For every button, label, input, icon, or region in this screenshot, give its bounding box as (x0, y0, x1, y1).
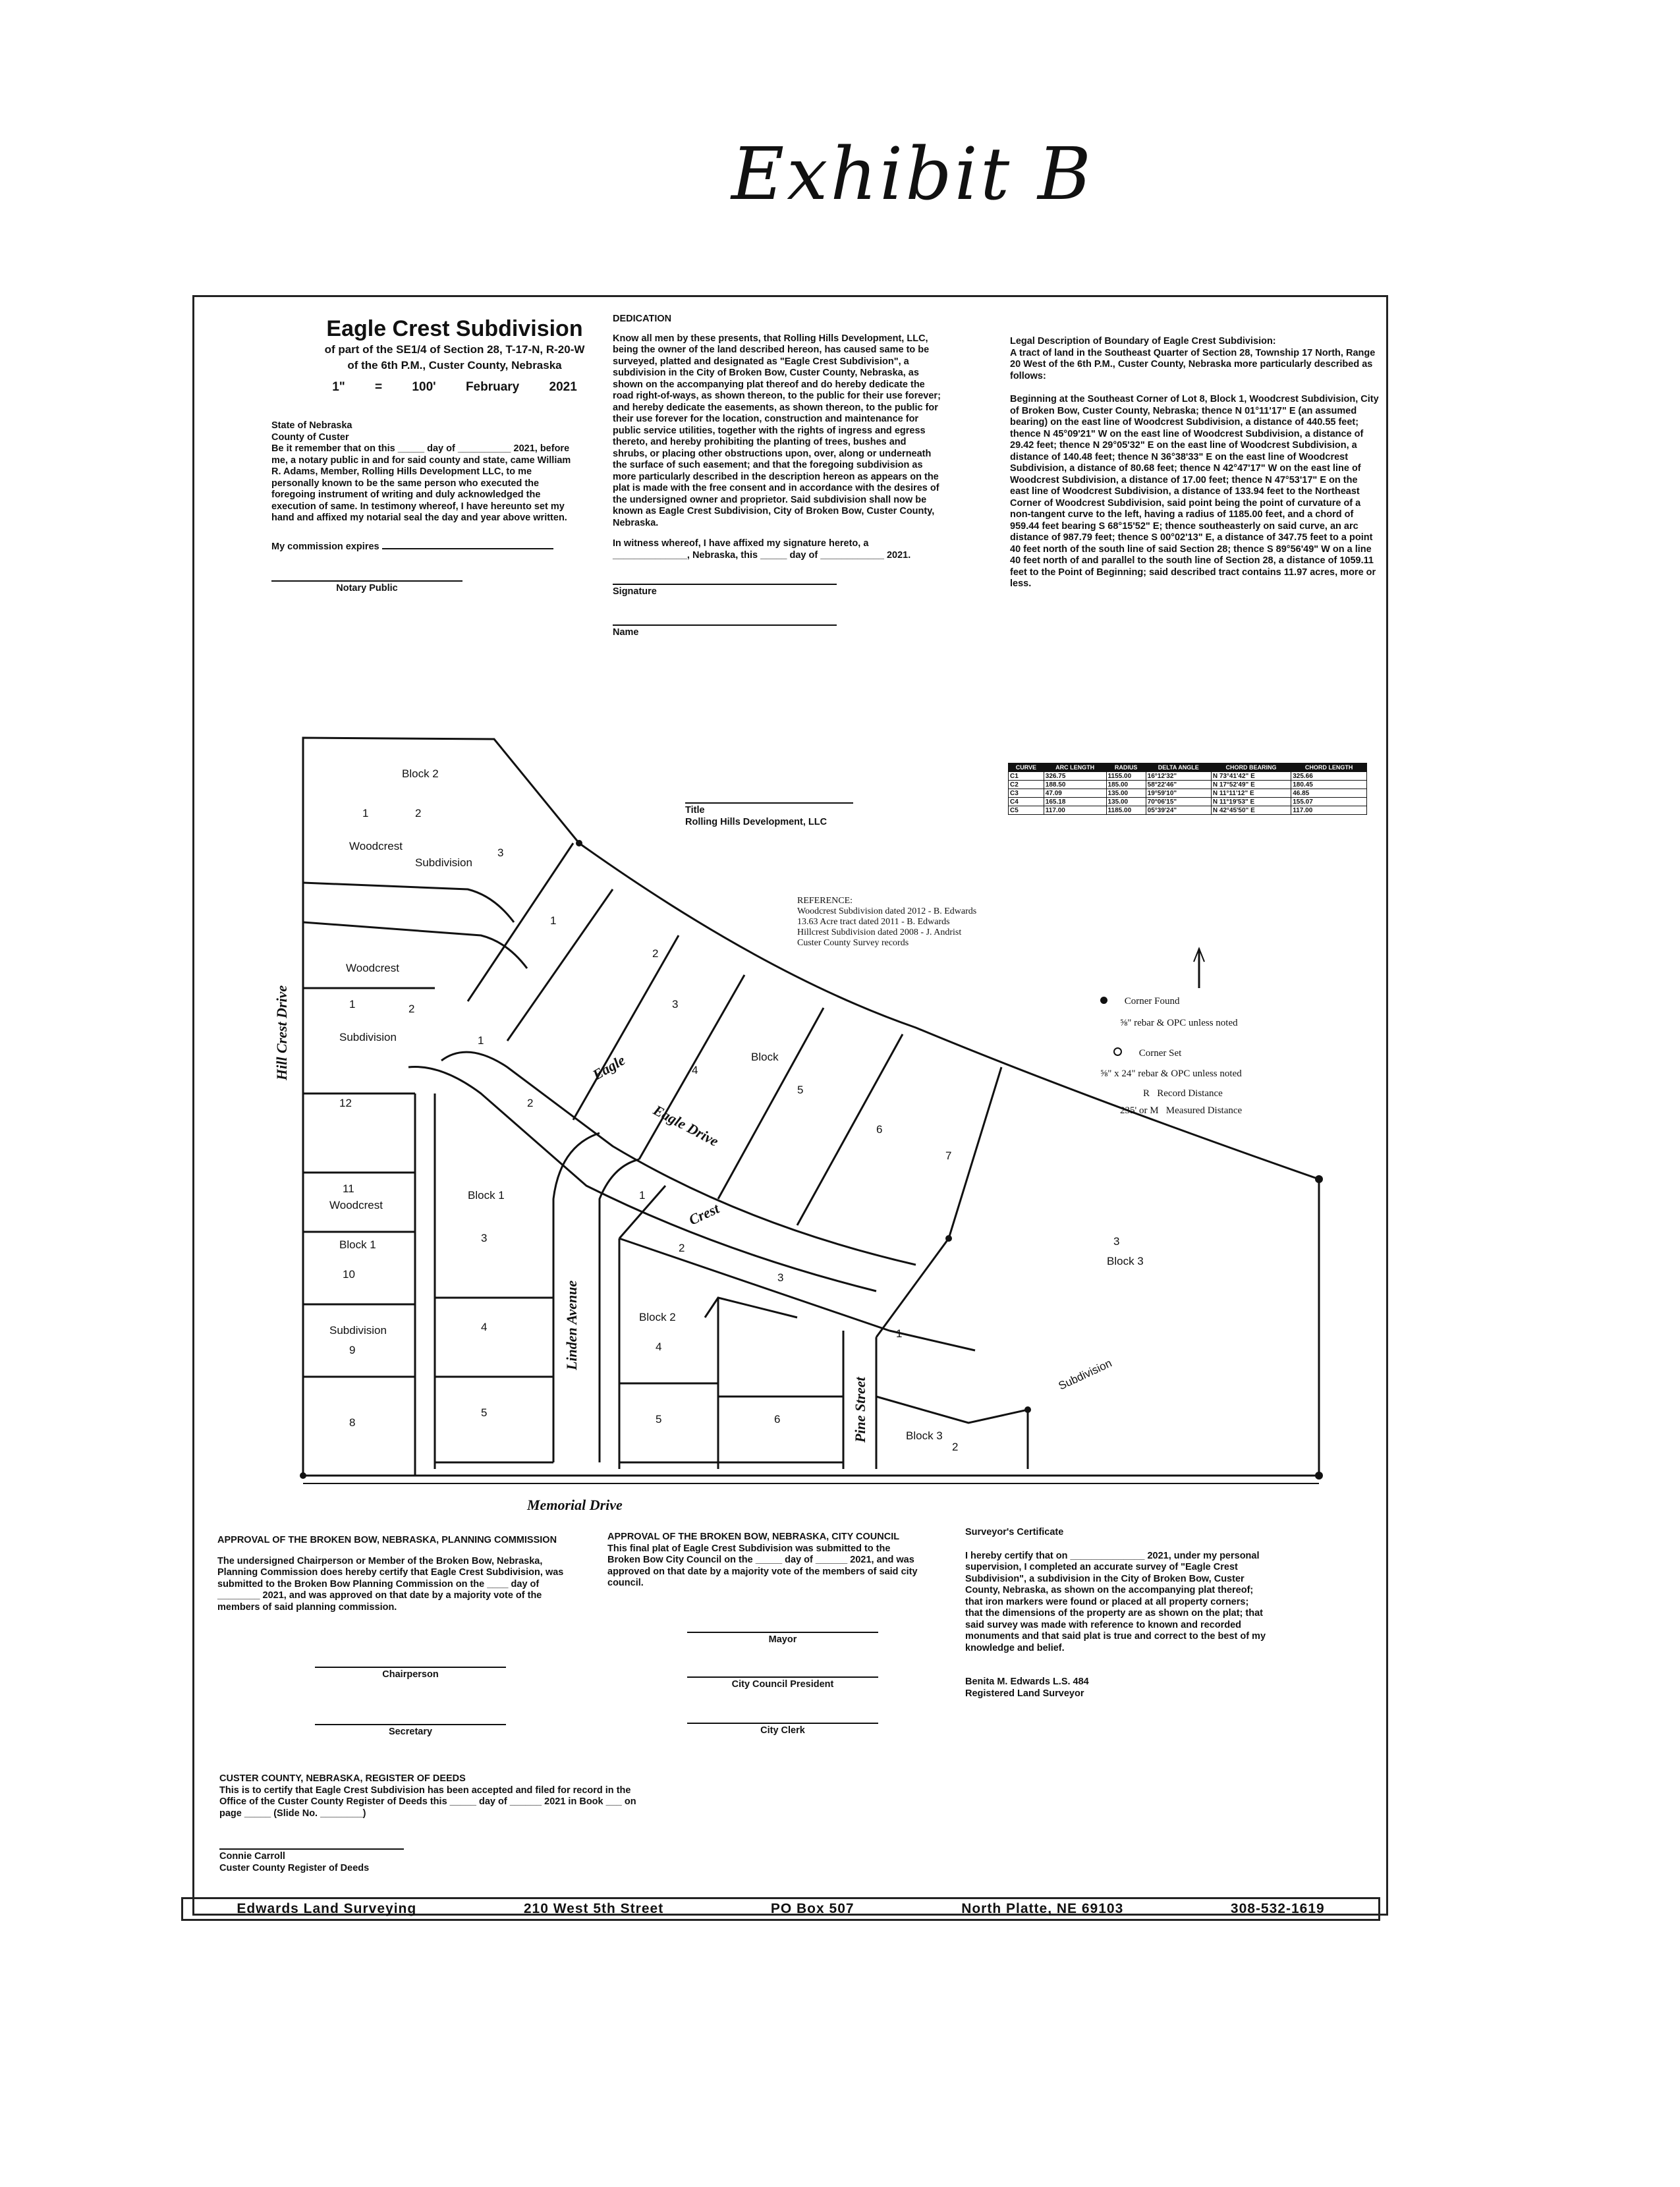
curve-table-cell: N 11°11'12" E (1211, 789, 1291, 798)
corner-marker (576, 840, 582, 846)
notary-body: Be it remember that on this _____ day of __________ 2021, before me, a notary public in and for said county and state, came William R. Adams, Member, Rolling Hills Development LLC, to me personally known to be the same person who executed the foregoing instrument of writing and duly acknowledged the execution of same. In testimony whereof, I have hereunto set my hand and affixed my notarial seal the day and year above written. (271, 443, 571, 523)
curve-header: RADIUS (1106, 763, 1146, 772)
lot-number: 4 (481, 1321, 488, 1333)
label-woodcrest-low: Woodcrest (329, 1199, 383, 1211)
corner-markers (300, 840, 1323, 1480)
curve-header: CHORD BEARING (1211, 763, 1291, 772)
lot-line (876, 1397, 1028, 1469)
notary-signature: Notary Public (271, 580, 462, 595)
curve-table-cell: 1155.00 (1106, 772, 1146, 781)
curve-table-cell: N 73°41'42" E (1211, 772, 1291, 781)
legend-measured (1120, 1105, 1242, 1117)
curve-table-cell: 70°06'15" (1146, 798, 1211, 806)
corner-marker (945, 1235, 952, 1242)
curve-header: ARC LENGTH (1044, 763, 1106, 772)
legal-body: Beginning at the Southeast Corner of Lot 8, Block 1, Woodcrest Subdivision, City of Broken Bow, Custer County, Nebraska; thence N 01°11'17" E (an assumed bearing) on the east line of Woodcrest Subdivision, a distance of 440.55 feet; thence N 45°09'21" W on the east line of Woodcrest Subdivision, a distance of 29.42 feet; thence N 29°05'32" E on the east line of Woodcrest Subdivision, a distance of 140.48 feet; thence N 36°38'33" E on the east line of Woodcrest Subdivision, a distance of 80.68 feet; thence N 42°47'17" W on the east line of Woodcrest Subdivision, a distance of 17.00 feet; thence N 47°53'17" E on the east line of Woodcrest Subdivision, a distance of 133.94 feet to the Northeast Corner of Woodcrest Subdivision, said point being the point of curvature of a non-tangent curve to the left, having a radius of 1185.00 feet, and a chord of 959.44 feet bearing S 68°15'52" E; thence southeasterly on said curve, an arc distance of 987.79 feet; thence S 00°02'13" E, a distance of 347.75 feet to a point 40 feet north of the south line of said Section 28; thence S 89°56'49" W on a line 40 feet north of and parallel to the south line of Section 28, a distance of 1059.11 feet to the Point of Beginning; said described tract contains 11.97 acres, more or less. (1010, 394, 1379, 589)
curve-table-cell: 325.66 (1291, 772, 1367, 781)
eagle-drive-edge (441, 1052, 916, 1265)
lot-line (949, 1067, 1001, 1238)
corner-marker (300, 1472, 306, 1479)
curve-header: CHORD LENGTH (1291, 763, 1367, 772)
curve-header: DELTA ANGLE (1146, 763, 1211, 772)
lot-number: 1 (478, 1034, 484, 1047)
planning-chairperson-sig: Chairperson (315, 1667, 506, 1681)
label-block-center: Block (751, 1051, 779, 1063)
plat-title: Eagle Crest Subdivision (326, 316, 583, 341)
lot-number: 1 (550, 914, 557, 927)
footer-pobox: PO Box 507 (770, 1901, 854, 1916)
legend-corner-found (1100, 996, 1180, 1007)
label-block3-lower: Block 3 (906, 1429, 943, 1442)
lot-number: 2 (652, 947, 659, 960)
curve-table-cell: 180.45 (1291, 781, 1367, 789)
legal-heading: Legal Description of Boundary of Eagle Crest Subdivision: (1010, 336, 1276, 346)
curve-table-cell: 117.00 (1291, 806, 1367, 815)
lot-number: 5 (481, 1406, 488, 1419)
council-heading: APPROVAL OF THE BROKEN BOW, NEBRASKA, CITY COUNCIL (607, 1532, 900, 1542)
legend-record-label: Record Distance (1157, 1088, 1223, 1099)
lot-number: 1 (896, 1327, 903, 1340)
lot-number: 2 (527, 1097, 534, 1109)
road-pine: Pine Street (852, 1377, 868, 1443)
footer-street: 210 West 5th Street (523, 1901, 664, 1916)
road-eagle-drive: Eagle Drive (650, 1101, 721, 1150)
dedication-section (613, 314, 942, 638)
curve-table-cell: 46.85 (1291, 789, 1367, 798)
footer-company: Edwards Land Surveying (237, 1901, 417, 1916)
legend-corner-set (1113, 1047, 1181, 1059)
deeds-title: Custer County Register of Deeds (219, 1862, 370, 1873)
lot-number: 2 (415, 807, 422, 819)
plat-subtitle-2: of the 6th P.M., Custer County, Nebraska (347, 359, 562, 372)
notary-state: State of Nebraska (271, 420, 352, 431)
dedication-title: Title (685, 802, 853, 817)
plat-date: February 2021 (465, 380, 577, 394)
curve-table-cell: 1185.00 (1106, 806, 1146, 815)
footer-city: North Platte, NE 69103 (961, 1901, 1124, 1916)
curve-table-cell: 47.09 (1044, 789, 1106, 798)
lot-number: 7 (945, 1149, 952, 1162)
lot-number: 1 (349, 998, 356, 1010)
plat-scale: 1" = 100' (332, 380, 436, 394)
dedication-name: Name (613, 624, 837, 639)
label-block3-right: Block 3 (1107, 1255, 1144, 1267)
lot-number: 6 (774, 1413, 781, 1426)
lot-number: 11 (343, 1182, 354, 1195)
lot-number: 3 (481, 1232, 488, 1244)
lot-line (876, 1238, 949, 1337)
label-block2-lower: Block 2 (639, 1311, 676, 1323)
legend-record-symbol: R (1143, 1088, 1150, 1099)
lot-number: 4 (692, 1064, 698, 1076)
curve-header: CURVE (1009, 763, 1044, 772)
curve-table-cell: C5 (1009, 806, 1044, 815)
curve-table-cell: 05°39'24" (1146, 806, 1211, 815)
legal-description (1010, 336, 1379, 590)
lot-number: 1 (362, 807, 369, 819)
legend-measured-label: Measured Distance (1165, 1105, 1243, 1116)
reference-line: Hillcrest Subdivision dated 2008 - J. Andrist (797, 927, 962, 937)
curve-table-cell: C3 (1009, 789, 1044, 798)
road-linden: Linden Avenue (563, 1280, 580, 1370)
curve-table-cell: 165.18 (1044, 798, 1106, 806)
lot-number: 2 (952, 1441, 959, 1453)
reference-line: Woodcrest Subdivision dated 2012 - B. Edwards (797, 906, 977, 916)
label-subdivision-right: Subdivision (1056, 1356, 1114, 1393)
lot-number: 3 (497, 846, 504, 859)
lot-number: 5 (656, 1413, 662, 1426)
deeds-body: This is to certify that Eagle Crest Subdivision has been accepted and filed for record in the Office of the Custer County Register of Deeds this _____ day of ______ 2021 in Book ___ on page _____ (Slide No. ________) (219, 1785, 636, 1819)
label-subdivision-top: Subdivision (415, 856, 472, 869)
curve-table-cell: 155.07 (1291, 798, 1367, 806)
surveyor-name: Benita M. Edwards L.S. 484 (965, 1676, 1089, 1687)
curve-table-cell: C2 (1009, 781, 1044, 789)
surveyor-heading: Surveyor's Certificate (965, 1527, 1064, 1537)
label-subdivision-mid: Subdivision (339, 1031, 397, 1043)
curve-table-cell: 58°22'46" (1146, 781, 1211, 789)
lot-number: 6 (876, 1123, 883, 1136)
commission-expires (271, 541, 572, 553)
lot-number: 9 (349, 1344, 356, 1356)
curve-table-cell: N 42°45'50" E (1211, 806, 1291, 815)
deeds-heading: CUSTER COUNTY, NEBRASKA, REGISTER OF DEEDS (219, 1773, 466, 1784)
footer-phone: 308-532-1619 (1230, 1901, 1325, 1916)
filled-dot-icon (1100, 997, 1107, 1004)
register-of-deeds (219, 1773, 654, 1874)
legend-found-detail: ⅝" rebar & OPC unless noted (1120, 1018, 1238, 1028)
exhibit-label: Exhibit B (731, 132, 1094, 216)
lot-line (797, 1034, 903, 1225)
planning-heading: APPROVAL OF THE BROKEN BOW, NEBRASKA, PLANNING COMMISSION (217, 1535, 557, 1545)
curve-table-cell: 188.50 (1044, 781, 1106, 789)
lot-number: 2 (679, 1242, 685, 1254)
plat-map (217, 725, 1337, 1515)
lot-number: 5 (797, 1084, 804, 1096)
eagle-drive-edge (408, 1067, 876, 1292)
road-crest: Crest (686, 1200, 722, 1229)
deeds-name: Connie Carroll (219, 1848, 404, 1863)
lot-line (718, 1008, 824, 1199)
council-body: This final plat of Eagle Crest Subdivision was submitted to the Broken Bow City Council on the _____ day of ______ 2021, and was approved on that date by a majority vote of the members of said city council. (607, 1543, 918, 1588)
notary-section (271, 420, 572, 595)
surveyor-footer (181, 1897, 1380, 1921)
legend-set-label: Corner Set (1138, 1048, 1182, 1059)
commission-line (382, 548, 553, 549)
legal-intro: A tract of land in the Southeast Quarter of Section 28, Township 17 North, Range 20 West of the 6th P.M., Custer County, Nebraska more particularly described as follows: (1010, 347, 1376, 381)
lot-line (889, 1331, 975, 1350)
curve-table-cell: 326.75 (1044, 772, 1106, 781)
legend-found-label: Corner Found (1124, 996, 1180, 1007)
lot-number: 2 (408, 1003, 415, 1015)
road-eagle: Eagle (590, 1051, 629, 1084)
legend-measured-symbol: 235' or M (1120, 1105, 1159, 1116)
label-block1-center: Block 1 (468, 1189, 505, 1202)
lot-number: 12 (339, 1097, 352, 1109)
council-approval (607, 1532, 924, 1590)
lot-number: 1 (639, 1189, 646, 1202)
label-block2-top: Block 2 (402, 767, 439, 780)
dedication-heading: DEDICATION (613, 314, 672, 324)
lot-number: 3 (777, 1271, 784, 1284)
curve-table-cell: 16°12'32" (1146, 772, 1211, 781)
curve-table-cell: C4 (1009, 798, 1044, 806)
corner-marker (1315, 1175, 1323, 1183)
label-subdivision-low: Subdivision (329, 1324, 387, 1337)
reference-line: Custer County Survey records (797, 938, 909, 948)
label-block1-left: Block 1 (339, 1238, 376, 1251)
road-hill-crest: Hill Crest Drive (273, 985, 290, 1080)
lot-number: 3 (672, 998, 679, 1010)
curve-table-cell: 185.00 (1106, 781, 1146, 789)
dedication-witness: In witness whereof, I have affixed my signature hereto, a ______________, Nebraska, this _____ day of ____________ 2021. (613, 538, 911, 561)
legend-set-detail: ⅝" x 24" rebar & OPC unless noted (1100, 1068, 1242, 1079)
surveyor-body: I hereby certify that on ______________ 2021, under my personal supervision, I completed an accurate survey of "Eagle Crest Subdivision", a subdivision in the City of Broken Bow, Custer County, Nebraska, as shown on the accompanying plat thereof; that iron markers were found or placed at all property corners; that the dimensions of the property are as shown on the plat; that said survey was made with reference to known and recorded monuments and that said plat is true and correct to the best of my knowledge and belief. (965, 1550, 1266, 1653)
scale-date (290, 380, 619, 395)
lot-number: 4 (656, 1341, 662, 1353)
planning-body: The undersigned Chairperson or Member of the Broken Bow, Nebraska, Planning Commission does hereby certify that Eagle Crest Subdivision, was submitted to the Broken Bow Planning Commission on the ____ day of ________ 2021, and was approved on that date by a majority vote of the members of said planning commission. (217, 1555, 564, 1613)
dedication-signature: Signature (613, 584, 837, 598)
plat-subtitle-1: of part of the SE1/4 of Section 28, T-17-N, R-20-W (324, 343, 585, 356)
surveyor-title: Registered Land Surveyor (965, 1688, 1084, 1699)
north-arrow (1194, 949, 1204, 988)
corner-marker (1024, 1406, 1031, 1413)
dedication-body: Know all men by these presents, that Rolling Hills Development, LLC, being the owner of the land described hereon, has caused same to be surveyed, platted and designated as "Eagle Crest Subdivision", a subdivision in the City of Broken Bow, Custer County, Nebraska, as shown on the accompanying plat thereof and do hereby dedicate the road right-of-ways, as shown thereon, to the public for their use forever; and hereby dedicate the easements, as shown thereon, to the public for their use forever for the location, construction and maintenance for public service utilities, together with the rights of ingress and egress thereto, and hereby prohibiting the planting of trees, bushes and shrubs, or placing other obstructions upon, over, along or underneath the surface of such easement; and that the foregoing subdivision as more particularly described in the description hereon as appears on the plat is made with the free consent and in accordance with the desires of the undersigned owner and proprietor. Said subdivision shall now be known as Eagle Crest Subdivision, City of Broken Bow, Custer County, Nebraska. (613, 333, 941, 528)
lot-number: 10 (343, 1268, 355, 1281)
open-circle-icon (1113, 1047, 1122, 1056)
label-woodcrest-mid: Woodcrest (346, 962, 399, 974)
reference-line: 13.63 Acre tract dated 2011 - B. Edwards (797, 917, 950, 927)
reference-heading: REFERENCE: (797, 896, 853, 906)
council-president-sig: City Council President (687, 1676, 878, 1691)
surveyor-certificate (965, 1527, 1268, 1700)
curve-table-cell: N 17°52'49" E (1211, 781, 1291, 789)
corner-marker (1315, 1472, 1323, 1480)
road-memorial: Memorial Drive (527, 1497, 623, 1513)
commission-label: My commission expires (271, 541, 379, 552)
lot-line (573, 935, 679, 1120)
lot-number: 3 (1113, 1235, 1120, 1248)
curve-table-cell: 135.00 (1106, 798, 1146, 806)
legend-record (1143, 1088, 1223, 1099)
lot-number: 8 (349, 1416, 356, 1429)
lot-line (507, 889, 613, 1041)
council-clerk-sig: City Clerk (687, 1723, 878, 1737)
curve-table-cell: 117.00 (1044, 806, 1106, 815)
notary-county: County of Custer (271, 431, 349, 443)
lot-numbers (339, 807, 1119, 1453)
planning-approval (217, 1535, 573, 1613)
road-edge (303, 883, 514, 922)
label-woodcrest-top: Woodcrest (349, 840, 403, 852)
lot-line (468, 843, 573, 1001)
dedication-company: Rolling Hills Development, LLC (685, 816, 827, 827)
council-mayor-sig: Mayor (687, 1632, 878, 1646)
planning-secretary-sig: Secretary (315, 1724, 506, 1738)
curve-table-cell: 135.00 (1106, 789, 1146, 798)
curve-table-cell: C1 (1009, 772, 1044, 781)
curve-table-cell: 19°59'10" (1146, 789, 1211, 798)
curve-table-cell: N 11°19'53" E (1211, 798, 1291, 806)
title-block (290, 316, 619, 395)
